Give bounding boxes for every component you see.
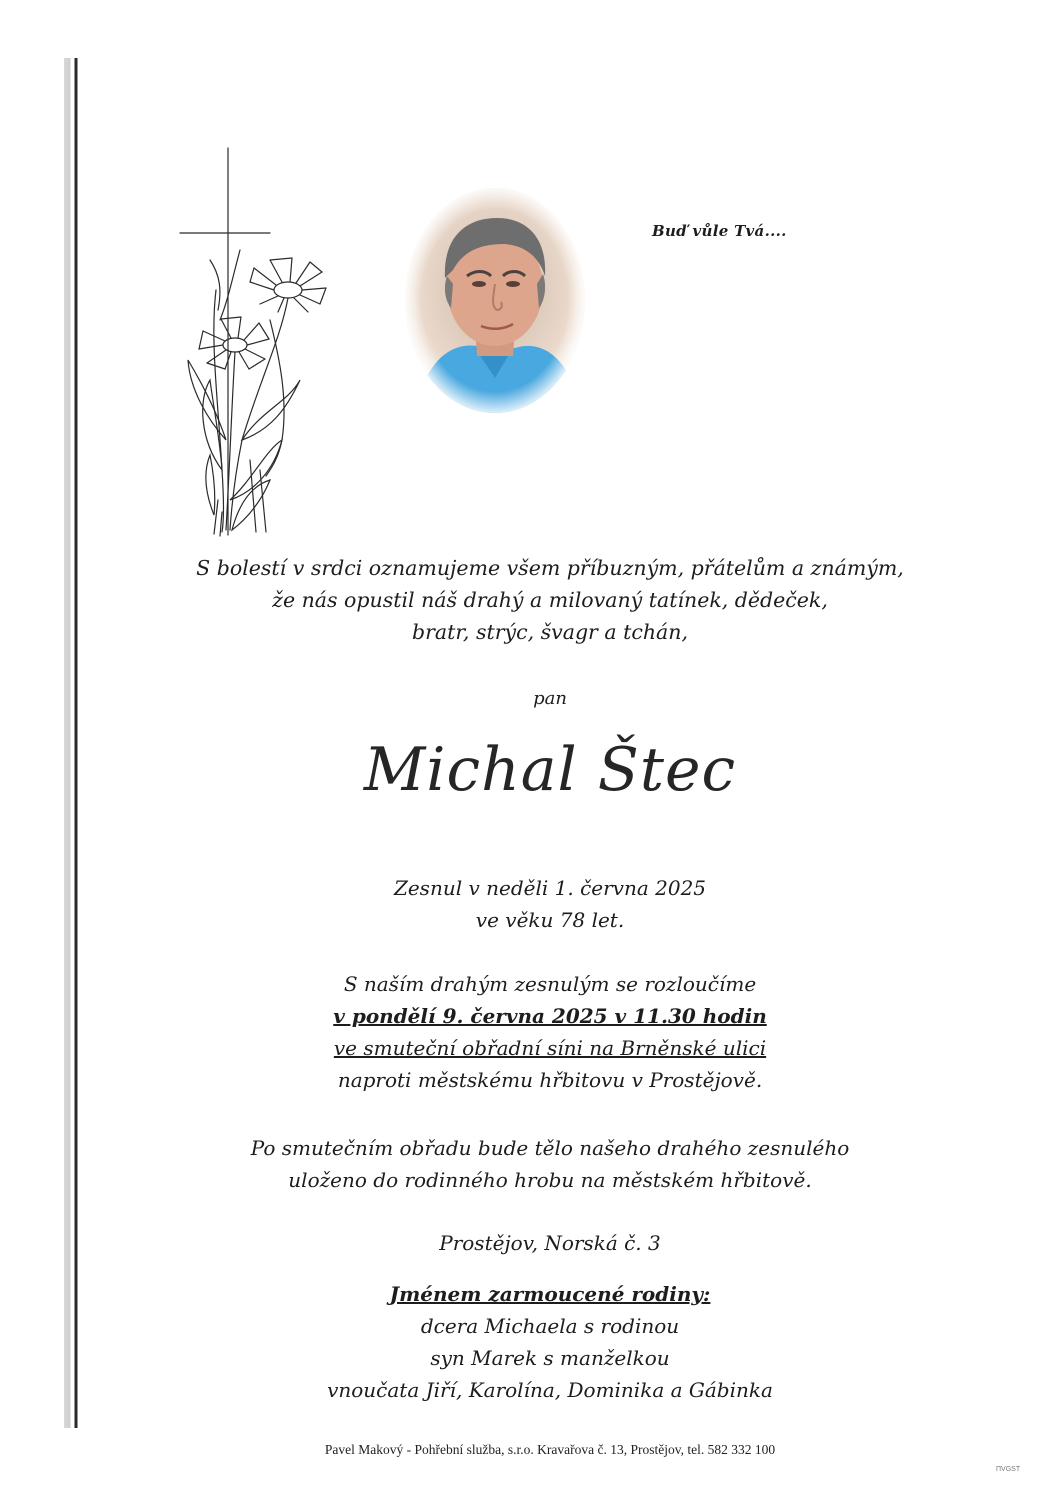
ceremony-place-detail: naproti městskému hřbitovu v Prostějově. (337, 1068, 763, 1092)
cross-with-flowers-icon (170, 140, 335, 540)
death-date: Zesnul v neděli 1. června 2025 (393, 876, 707, 900)
salutation: pan (533, 688, 567, 709)
motto: Buď vůle Tvá.... (652, 222, 787, 240)
ceremony-intro: S naším drahým zesnulým se rozloučíme (343, 972, 757, 996)
death-info (120, 872, 980, 936)
family-member: dcera Michaela s rodinou (420, 1314, 680, 1338)
announcement-text (120, 552, 980, 648)
burial-line: Po smutečním obřadu bude tělo našeho drahého zesnulého (250, 1136, 850, 1160)
ceremony-place: ve smuteční obřadní síni na Brněnské ulici (333, 1036, 767, 1060)
deceased-name: Michal Štec (363, 735, 737, 805)
announcement-line: bratr, strýc, švagr a tchán, (412, 620, 688, 644)
announcement-line: S bolestí v srdci oznamujeme všem příbuzným, přátelům a známým, (196, 556, 904, 580)
death-age: ve věku 78 let. (475, 908, 625, 932)
family-list (120, 1278, 980, 1406)
burial-line: uloženo do rodinného hrobu na městském hřbitově. (288, 1168, 812, 1192)
family-heading: Jménem zarmoucené rodiny: (389, 1282, 711, 1306)
ceremony-info (120, 968, 980, 1096)
left-border-line (64, 58, 78, 1428)
corner-stamp: ПVGST (996, 1466, 1021, 1473)
burial-info (120, 1132, 980, 1196)
portrait-photo (405, 188, 585, 413)
family-address: Prostějov, Norská č. 3 (439, 1231, 661, 1255)
announcement-line: že nás opustil náš drahý a milovaný tatínek, dědeček, (272, 588, 828, 612)
family-member: vnoučata Jiří, Karolína, Dominika a Gábinka (327, 1378, 773, 1402)
funeral-service-footer: Pavel Makový - Pohřební služba, s.r.o. Kravařova č. 13, Prostějov, tel. 582 332 100 (324, 1442, 776, 1457)
ceremony-date-time: v pondělí 9. června 2025 v 11.30 hodin (333, 1004, 767, 1028)
family-member: syn Marek s manželkou (430, 1346, 670, 1370)
